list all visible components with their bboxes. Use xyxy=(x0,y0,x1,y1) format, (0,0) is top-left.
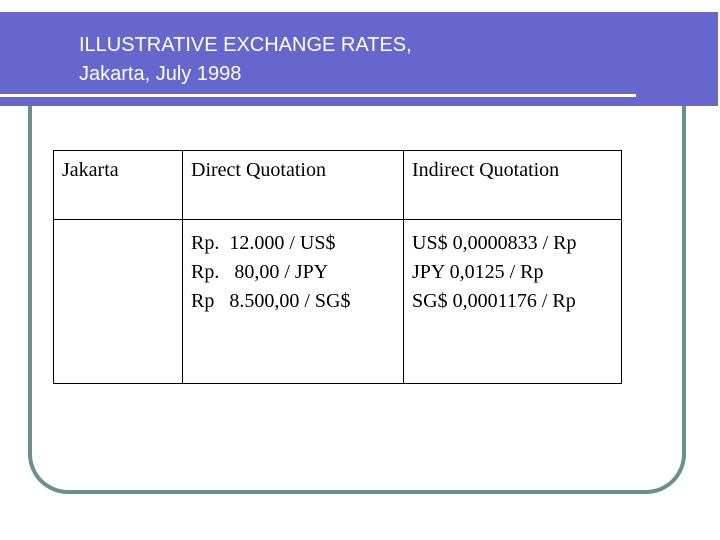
title-underline xyxy=(0,94,636,97)
header-location-text: Jakarta xyxy=(62,159,119,181)
header-indirect-text: Indirect Quotation xyxy=(412,159,560,181)
table-header-row xyxy=(54,151,622,220)
indirect-quote-jpy: JPY 0,0125 / Rp xyxy=(412,261,544,283)
empty-cell xyxy=(54,220,183,384)
direct-quote-jpy: Rp. 80,00 / JPY xyxy=(191,261,329,283)
indirect-quotation-cell xyxy=(404,220,622,384)
direct-quotation-cell xyxy=(183,220,404,384)
indirect-quote-sgd: SG$ 0,0001176 / Rp xyxy=(412,290,576,312)
title-line-1: ILLUSTRATIVE EXCHANGE RATES, xyxy=(79,34,412,56)
header-cell-direct xyxy=(183,151,404,220)
title-line-2: Jakarta, July 1998 xyxy=(79,63,242,85)
exchange-rate-table xyxy=(53,150,622,384)
direct-quote-usd: Rp. 12.000 / US$ xyxy=(191,232,336,254)
header-cell-indirect xyxy=(404,151,622,220)
header-direct-text: Direct Quotation xyxy=(191,159,326,181)
indirect-quote-usd: US$ 0,0000833 / Rp xyxy=(412,232,577,254)
slide-title xyxy=(79,31,412,89)
table-row xyxy=(54,220,622,384)
direct-quote-sgd: Rp 8.500,00 / SG$ xyxy=(191,290,351,312)
header-cell-location xyxy=(54,151,183,220)
